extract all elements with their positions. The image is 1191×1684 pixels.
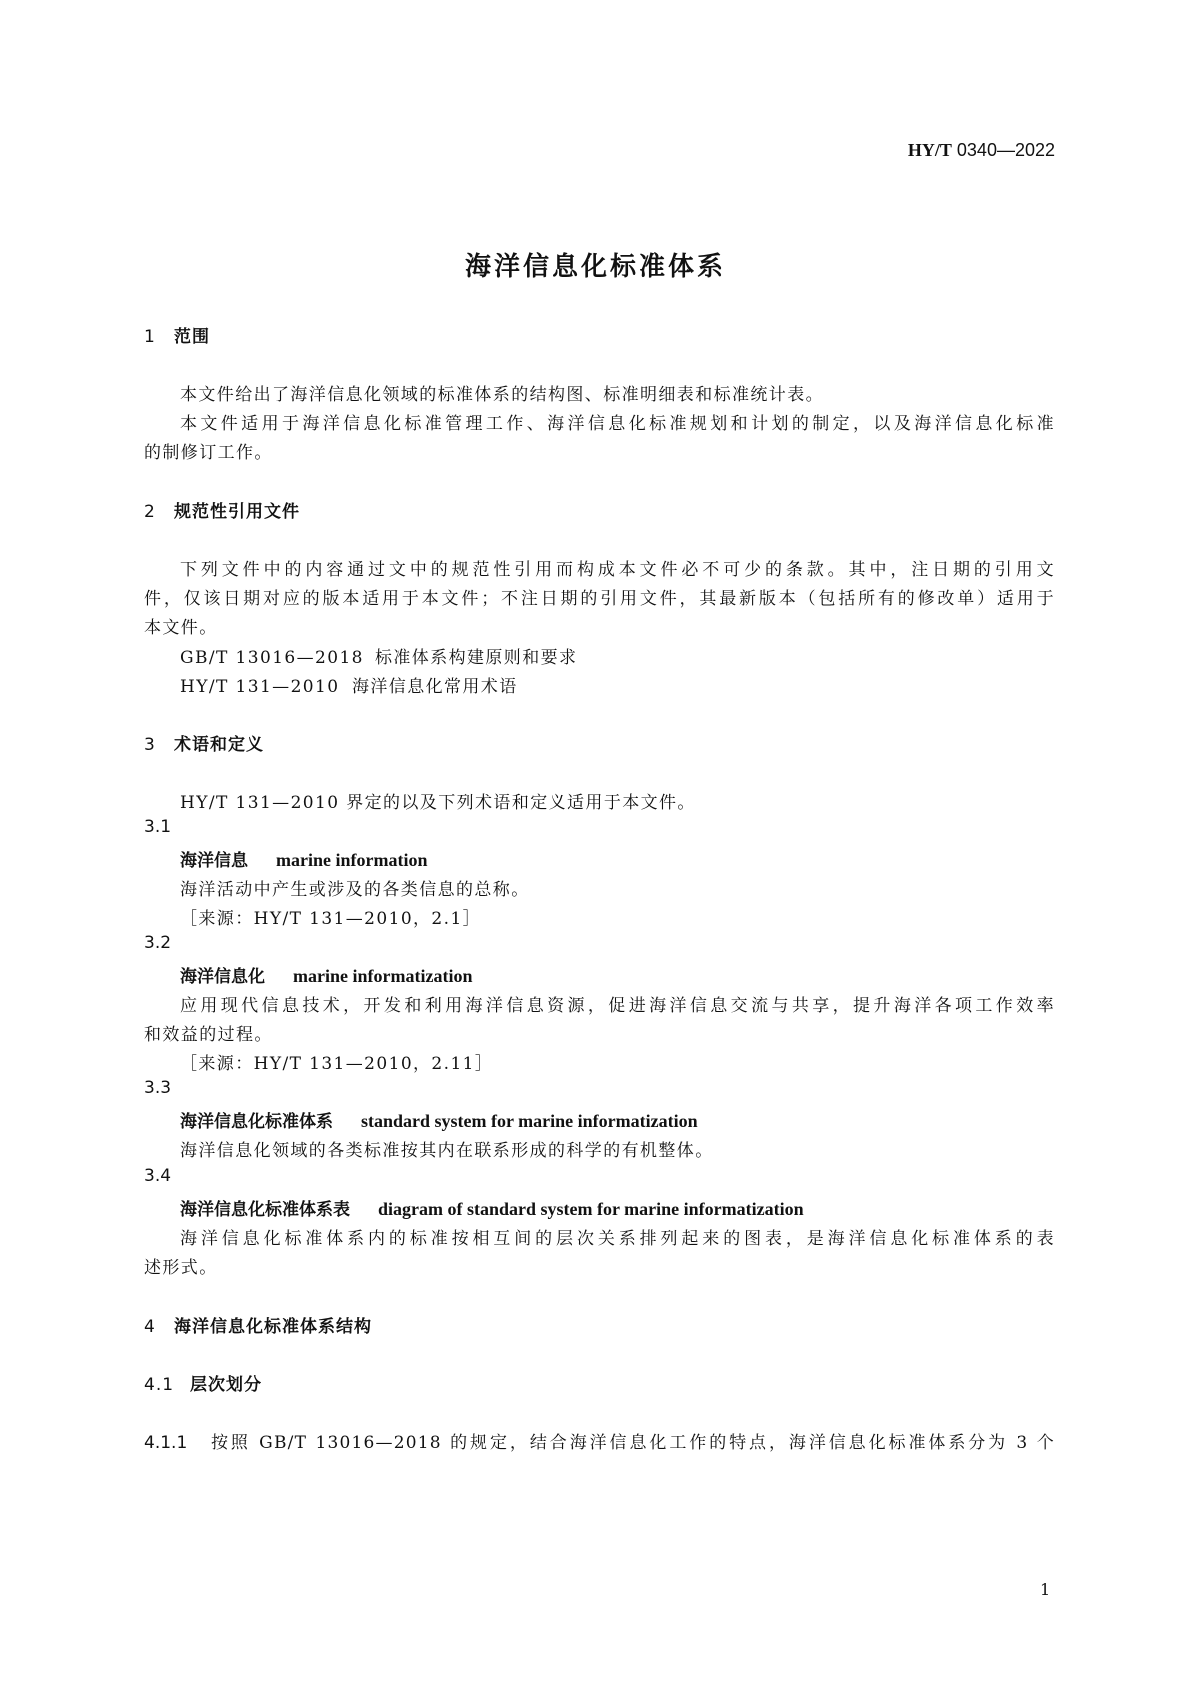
reference-code: HY/T 131—2010 <box>180 677 340 697</box>
section-1-heading <box>144 322 210 347</box>
section-2-heading <box>144 497 300 522</box>
section-number: 2 <box>144 502 156 522</box>
term-cn: 海洋信息化标准体系表 <box>180 1200 350 1220</box>
term-en: standard system for marine informatization <box>361 1111 698 1131</box>
term-number: 3.3 <box>144 1078 172 1098</box>
term-heading <box>180 1107 698 1132</box>
scope-paragraph-1: 本文件给出了海洋信息化领域的标准体系的结构图、标准明细表和标准统计表。 <box>180 385 824 405</box>
term-en: marine information <box>276 850 428 870</box>
term-definition-line-1: 海洋信息化标准体系内的标准按相互间的层次关系排列起来的图表，是海洋信息化标准体系的表 <box>180 1229 1055 1249</box>
term-definition: 海洋信息化领域的各类标准按其内在联系形成的科学的有机整体。 <box>180 1141 714 1161</box>
term-definition-line-2: 述形式。 <box>144 1258 218 1278</box>
term-cn: 海洋信息化 <box>180 967 265 987</box>
terms-intro: HY/T 131—2010 界定的以及下列术语和定义适用于本文件。 <box>180 793 696 813</box>
term-heading <box>180 1195 804 1220</box>
section-number: 1 <box>144 327 156 347</box>
page-number: 1 <box>1040 1580 1051 1599</box>
term-number: 3.1 <box>144 817 172 837</box>
term-definition: 海洋活动中产生或涉及的各类信息的总称。 <box>180 880 530 900</box>
section-4-1-heading <box>144 1370 262 1395</box>
section-number: 4.1 <box>144 1375 175 1395</box>
reference-item <box>180 643 577 668</box>
term-source: ［来源：HY/T 131—2010，2.11］ <box>180 1054 494 1074</box>
scope-paragraph-2-line-2: 的制修订工作。 <box>144 443 273 463</box>
term-number: 3.2 <box>144 933 172 953</box>
term-heading <box>180 962 472 987</box>
section-title: 术语和定义 <box>174 735 264 755</box>
reference-title: 海洋信息化常用术语 <box>352 677 518 697</box>
document-title: 海洋信息化标准体系 <box>464 252 726 282</box>
term-cn: 海洋信息化标准体系 <box>180 1112 333 1132</box>
clause-number: 4.1.1 <box>144 1433 188 1453</box>
clause-4-1-1 <box>144 1428 1055 1453</box>
section-title: 层次划分 <box>190 1375 262 1395</box>
section-3-heading <box>144 730 264 755</box>
term-cn: 海洋信息 <box>180 851 248 871</box>
references-intro-line-3: 本文件。 <box>144 618 218 638</box>
references-intro-line-2: 件，仅该日期对应的版本适用于本文件；不注日期的引用文件，其最新版本（包括所有的修改单）适用于 <box>144 589 1055 609</box>
term-definition-line-2: 和效益的过程。 <box>144 1025 273 1045</box>
term-source: ［来源：HY/T 131—2010，2.1］ <box>180 909 482 929</box>
standard-code-prefix: HY/T <box>907 140 952 160</box>
section-number: 4 <box>144 1317 156 1337</box>
section-title: 海洋信息化标准体系结构 <box>174 1317 372 1337</box>
standard-code <box>908 140 1055 161</box>
term-number: 3.4 <box>144 1166 172 1186</box>
section-title: 范围 <box>174 327 210 347</box>
term-en: diagram of standard system for marine informatization <box>378 1199 804 1219</box>
scope-paragraph-2-line-1: 本文件适用于海洋信息化标准管理工作、海洋信息化标准规划和计划的制定，以及海洋信息化标准 <box>180 414 1055 434</box>
section-number: 3 <box>144 735 156 755</box>
term-heading <box>180 846 427 871</box>
reference-code: GB/T 13016—2018 <box>180 648 364 668</box>
reference-title: 标准体系构建原则和要求 <box>375 648 578 668</box>
term-en: marine informatization <box>293 966 473 986</box>
section-4-heading <box>144 1312 372 1337</box>
clause-text: 按照 GB/T 13016—2018 的规定，结合海洋信息化工作的特点，海洋信息化标准体系分为 3 个 <box>209 1433 1055 1453</box>
term-definition-line-1: 应用现代信息技术，开发和利用海洋信息资源，促进海洋信息交流与共享，提升海洋各项工作效率 <box>180 996 1055 1016</box>
reference-item <box>180 672 518 697</box>
section-title: 规范性引用文件 <box>174 502 300 522</box>
references-intro-line-1: 下列文件中的内容通过文中的规范性引用而构成本文件必不可少的条款。其中，注日期的引用文 <box>180 560 1055 580</box>
standard-code-number: 0340—2022 <box>956 140 1055 160</box>
